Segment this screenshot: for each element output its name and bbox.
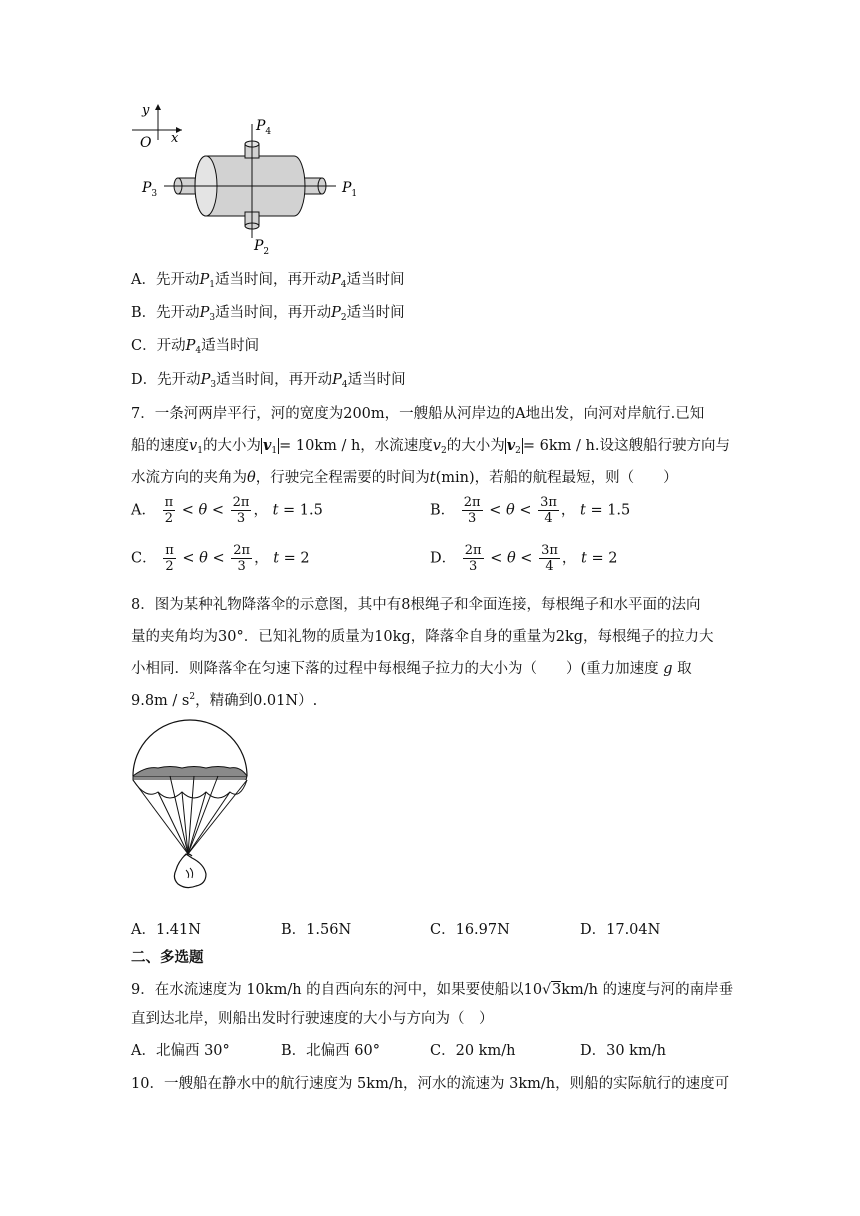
- parachute-diagram: [128, 718, 258, 898]
- q8-line-2: 量的夹角均为30°．已知礼物的质量为10kg，降落伞自身的重量为2kg，每根绳子的拉力大: [131, 629, 714, 645]
- q7-line-3: 水流方向的夹角为θ，行驶完全程需要的时间为t(min)，若船的航程最短，则（ ）: [131, 470, 678, 486]
- q7-line-2: 船的速度$v_1$的大小为 $v_1 = 10km / h$，水流速度$v_2$的大小为 $v_2 = 6km / h$.设这艘船行驶方向与: [131, 437, 730, 456]
- q6-option-c[interactable]: C．开动$P_4$适当时间: [131, 338, 260, 356]
- q8-option-b[interactable]: B．1.56N: [281, 922, 352, 938]
- q9-line-2: 直到达北岸，则船出发时行驶速度的大小与方向为（ ）: [131, 1011, 494, 1027]
- q9-option-c[interactable]: C．20 km/h: [430, 1043, 516, 1059]
- y-axis-arrow: [155, 104, 161, 110]
- p1-label: $P_1$: [342, 180, 358, 199]
- q7-option-a[interactable]: A． $\frac{\pi}{2}$ < θ < $\frac{2\pi}{3}$ ， t = 1.5: [131, 495, 323, 526]
- q8-option-d[interactable]: D．17.04N: [580, 922, 661, 938]
- q7-option-b[interactable]: B． $\frac{2\pi}{3}$ < θ < $\frac{3\pi}{4}$ ， t = 1.5: [430, 495, 631, 526]
- origin-label: O: [140, 135, 152, 151]
- q8-line-1: 8．图为某种礼物降落伞的示意图，其中有8根绳子和伞面连接，每根绳子和水平面的法向: [131, 597, 701, 613]
- q9-option-d[interactable]: D．30 km/h: [580, 1043, 666, 1059]
- x-axis-label: x: [171, 131, 179, 146]
- q7-option-d[interactable]: D． $\frac{2\pi}{3}$ < θ < $\frac{3\pi}{4}$ ， t = 2: [430, 543, 618, 574]
- q7-option-c[interactable]: C． $\frac{\pi}{2}$ < θ < $\frac{2\pi}{3}$ ， t = 2: [131, 543, 310, 574]
- q10-line-1: 10．一艘船在静水中的航行速度为 5km/h，河水的流速为 3km/h，则船的实际航行的速度可: [131, 1076, 730, 1092]
- section-heading-multi-choice: 二、多选题: [131, 950, 204, 966]
- q9-line-1: 9．在水流速度为 10km/h 的自西向东的河中，如果要使船以10√3km/h 的速度与河的南岸垂: [131, 982, 734, 998]
- q6-option-a[interactable]: A．先开动$P_1$适当时间，再开动$P_4$适当时间: [131, 272, 405, 290]
- p2-label: $P_2$: [254, 238, 270, 257]
- p4-label: $P_4$: [256, 118, 272, 137]
- q9-option-b[interactable]: B．北偏西 60°: [281, 1043, 380, 1059]
- q6-option-d[interactable]: D．先开动$P_3$适当时间，再开动$P_4$适当时间: [131, 372, 406, 390]
- y-axis-label: y: [142, 103, 150, 118]
- thruster-diagram: [124, 100, 364, 258]
- q7-line-1: 7．一条河两岸平行，河的宽度为200m，一艘船从河岸边的A地出发，向河对岸航行.已知: [131, 406, 705, 422]
- p3-label: $P_3$: [142, 180, 158, 199]
- q8-line-4: $9.8m / s^2$，精确到0.01N）.: [131, 692, 318, 709]
- q8-option-c[interactable]: C．16.97N: [430, 922, 510, 938]
- q9-option-a[interactable]: A．北偏西 30°: [131, 1043, 230, 1059]
- q8-option-a[interactable]: A．1.41N: [131, 922, 201, 938]
- q8-line-3: 小相同．则降落伞在匀速下落的过程中每根绳子拉力的大小为（ ）(重力加速度 g 取: [131, 661, 692, 677]
- q6-option-b[interactable]: B．先开动$P_3$适当时间，再开动$P_2$适当时间: [131, 305, 405, 323]
